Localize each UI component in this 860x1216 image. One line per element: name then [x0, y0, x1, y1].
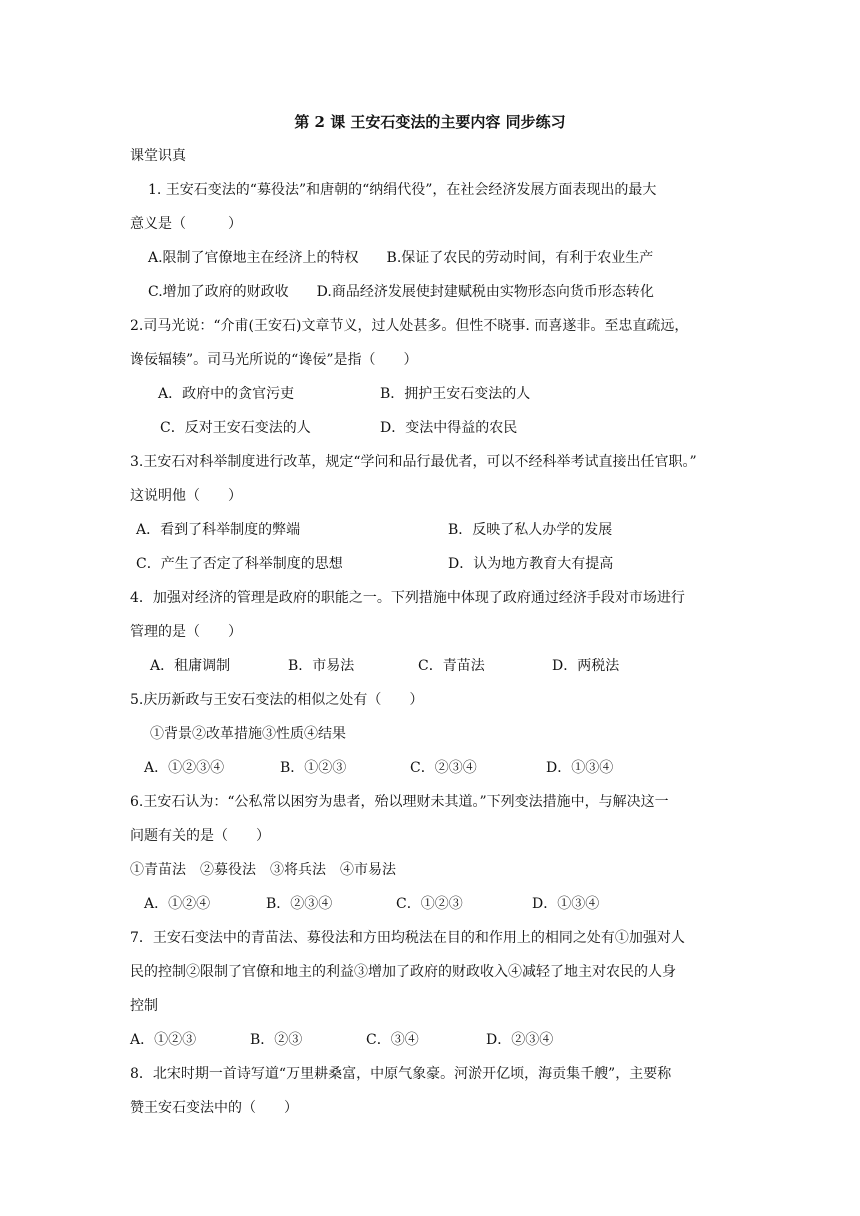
question-3-line-2: 这说明他（ ） [130, 488, 242, 504]
question-6-option-b: B．②③④ [266, 896, 333, 912]
question-6-line-2: 问题有关的是（ ） [130, 828, 270, 844]
question-2-line-1: 2.司马光说：“介甫(王安石)文章节义，过人处甚多。但性不晓事. 而喜遂非。至忠直疏远， [130, 318, 689, 334]
question-6-line-3: ①青苗法 ②募役法 ③将兵法 ④市易法 [130, 862, 396, 878]
question-1-options-row-2: C.增加了政府的财政收 D.商品经济发展使封建赋税由实物形态向货币形态转化 [148, 284, 654, 300]
question-7-option-d: D．②③④ [486, 1032, 554, 1048]
question-7-option-c: C．③④ [366, 1032, 419, 1048]
section-heading: 课堂识真 [130, 148, 186, 164]
question-6-option-d: D．①③④ [532, 896, 600, 912]
question-3-option-b: B．反映了私人办学的发展 [448, 522, 613, 538]
question-4-option-d: D．两税法 [552, 658, 620, 674]
question-4-line-2: 管理的是（ ） [130, 624, 242, 640]
question-2-line-2: 谗佞辐辏”。司马光所说的“谗佞”是指（ ） [130, 352, 418, 368]
question-7-line-2: 民的控制②限制了官僚和地主的利益③增加了政府的财政收入④减轻了地主对农民的人身 [130, 964, 676, 980]
question-2-option-b: B．拥护王安石变法的人 [380, 386, 531, 402]
question-4-option-a: A．租庸调制 [150, 658, 231, 674]
question-6-option-c: C．①②③ [396, 896, 463, 912]
question-4-line-1: 4．加强对经济的管理是政府的职能之一。下列措施中体现了政府通过经济手段对市场进行 [130, 590, 685, 606]
question-5-line-2: ①背景②改革措施③性质④结果 [150, 726, 346, 742]
question-1-line-2: 意义是（ ） [130, 216, 242, 232]
page-title: 第 2 课 王安石变法的主要内容 同步练习 [294, 113, 566, 131]
question-6-line-1: 6.王安石认为：“公私常以困穷为患者，殆以理财未其道。”下列变法措施中，与解决这一 [130, 794, 669, 810]
question-3-option-d: D．认为地方教育大有提高 [448, 556, 614, 572]
question-5-option-b: B．①②③ [280, 760, 347, 776]
question-5-line-1: 5.庆历新政与王安石变法的相似之处有（ ） [130, 692, 424, 708]
question-6-option-a: A．①②④ [144, 896, 211, 912]
question-3-line-1: 3.王安石对科举制度进行改革，规定“学问和品行最优者，可以不经科举考试直接出任官职。” [130, 454, 697, 470]
question-5-option-d: D．①③④ [546, 760, 614, 776]
question-8-line-2: 赞王安石变法中的（ ） [130, 1100, 298, 1116]
question-7-option-b: B．②③ [250, 1032, 303, 1048]
question-7-option-a: A．①②③ [130, 1032, 197, 1048]
question-8-line-1: 8．北宋时期一首诗写道“万里耕桑富，中原气象豪。河淤开亿顷，海贡集千艘”，主要称 [130, 1066, 672, 1082]
question-4-option-b: B．市易法 [288, 658, 355, 674]
question-2-option-a: A．政府中的贪官污吏 [158, 386, 295, 402]
question-2-option-d: D．变法中得益的农民 [380, 420, 518, 436]
question-4-option-c: C．青苗法 [418, 658, 485, 674]
question-3-option-c: C．产生了否定了科举制度的思想 [136, 556, 343, 572]
question-7-line-1: 7．王安石变法中的青苗法、募役法和方田均税法在目的和作用上的相同之处有①加强对人 [130, 930, 685, 946]
question-1-options-row-1: A.限制了官僚地主在经济上的特权 B.保证了农民的劳动时间，有利于农业生产 [148, 250, 654, 266]
question-5-option-c: C．②③④ [410, 760, 477, 776]
question-1-line-1: 1. 王安石变法的“募役法”和唐朝的“纳绢代役”，在社会经济发展方面表现出的最大 [148, 182, 657, 198]
question-7-line-3: 控制 [130, 998, 158, 1014]
question-3-option-a: A．看到了科举制度的弊端 [136, 522, 301, 538]
question-5-option-a: A．①②③④ [144, 760, 225, 776]
question-2-option-c: C．反对王安石变法的人 [160, 420, 311, 436]
